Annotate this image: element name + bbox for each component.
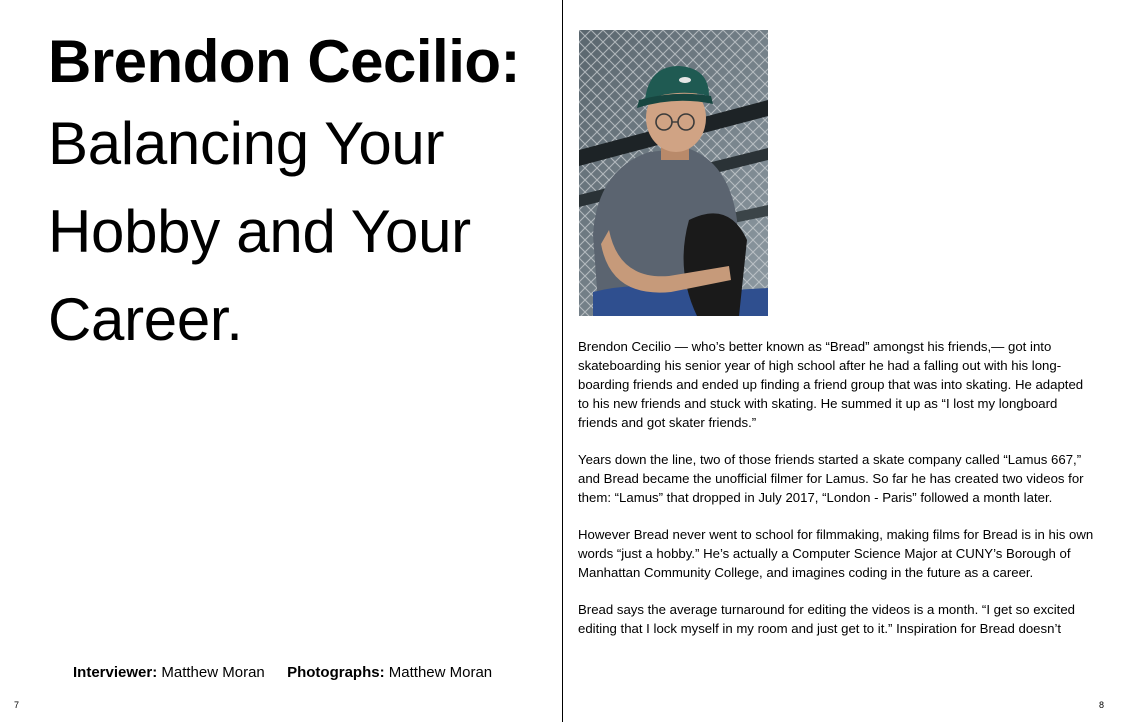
credits bbox=[73, 664, 492, 681]
title-line-1: Balancing Your bbox=[48, 110, 445, 177]
title-bold-line: Brendon Cecilio: bbox=[48, 28, 521, 95]
photographs-name: Matthew Moran bbox=[388, 664, 493, 681]
portrait-photo bbox=[579, 30, 768, 316]
interviewer-name: Matthew Moran bbox=[161, 664, 265, 681]
article-paragraph-2: Years down the line, two of those friends started a skate company called “Lamus 667,” and Bread became the unofficial filmer for Lamus. So far he has created two videos for them: “Lamus” that dropped in July 2017, “London - Paris” followed a month later. bbox=[578, 452, 1084, 505]
article-paragraph-3: However Bread never went to school for filmmaking, making films for Bread is in his own words “just a hobby.” He’s actually a Computer Science Major at CUNY’s Borough of Manhattan Community College, and imagines coding in the future as a career. bbox=[578, 527, 1094, 580]
article-body bbox=[578, 337, 1096, 677]
article-paragraph-1: Brendon Cecilio — who’s better known as “Bread” amongst his friends,— got into skateboarding his senior year of high school after he had a falling out with his long-boarding friends and ended up finding a friend group that was into skating. He adapted to his new friends and stuck with skating. He summed it up as “I lost my longboard friends and got skater friends.” bbox=[578, 339, 1084, 430]
page-number-right: 8 bbox=[1099, 700, 1105, 710]
page-number-left: 7 bbox=[14, 700, 20, 710]
title-line-3: Career. bbox=[48, 286, 243, 353]
interviewer-label: Interviewer: bbox=[73, 664, 158, 681]
photographs-label: Photographs: bbox=[287, 664, 385, 681]
title-line-2: Hobby and Your bbox=[48, 198, 471, 265]
article-paragraph-4: Bread says the average turnaround for editing the videos is a month. “I get so excited editing that I lock myself in my room and just get to it.” Inspiration for Bread doesn’t bbox=[578, 602, 1076, 636]
article-title bbox=[48, 24, 548, 364]
right-page bbox=[563, 0, 1124, 722]
